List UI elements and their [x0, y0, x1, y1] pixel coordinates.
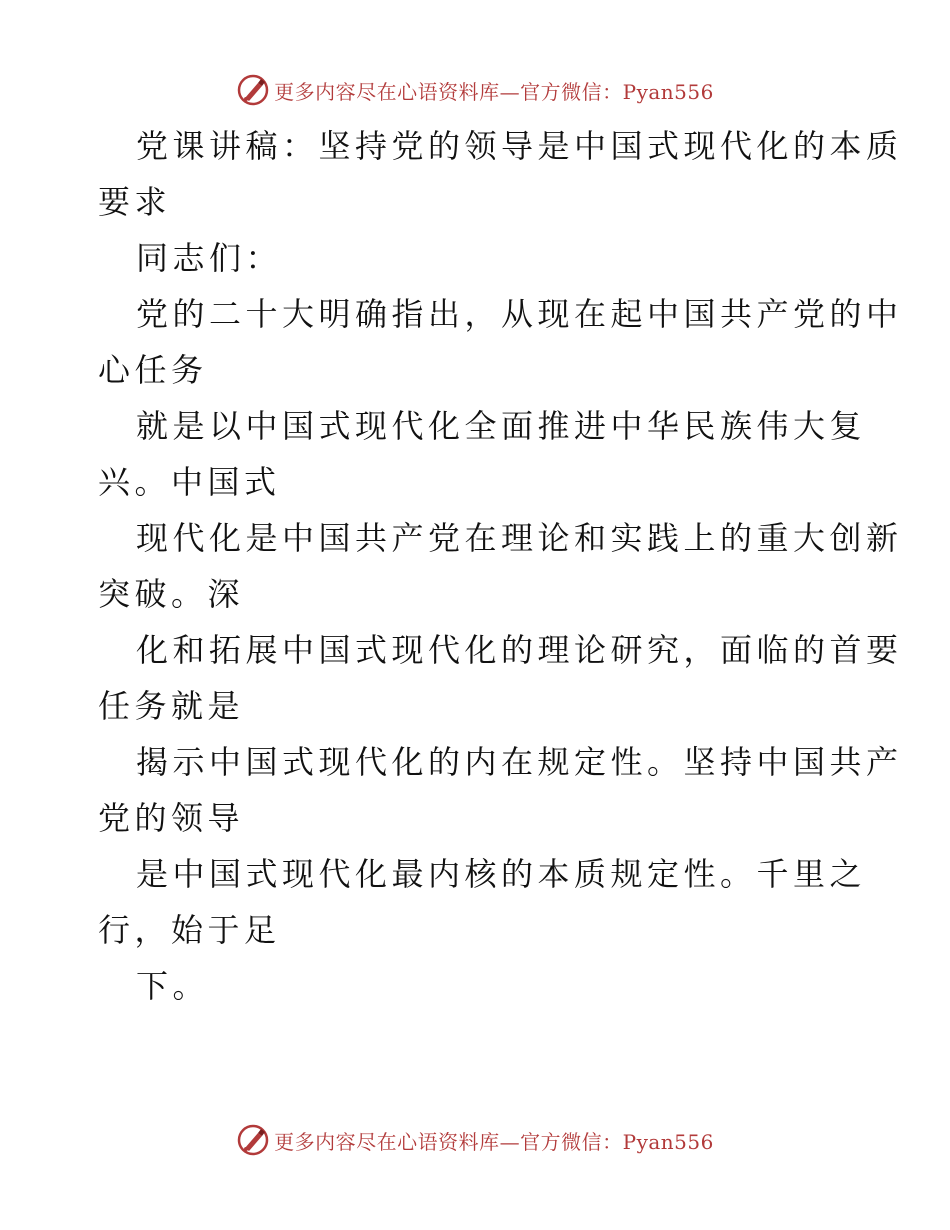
banner-text: 更多内容尽在心语资料库—官方微信：Pyan556: [274, 1129, 714, 1154]
body-line: 突破。深: [98, 575, 245, 613]
body-line: 就是以中国式现代化全面推进中华民族伟大复: [136, 407, 867, 445]
banner-text: 更多内容尽在心语资料库—官方微信：Pyan556: [274, 79, 714, 104]
body-line: 现代化是中国共产党在理论和实践上的重大创新: [136, 519, 903, 557]
title-line-1: 党课讲稿：坚持党的领导是中国式现代化的本质: [136, 127, 903, 165]
ink-pen-logo-icon: [236, 1123, 270, 1157]
salutation: 同志们：: [136, 239, 283, 277]
body-line: 党的二十大明确指出，从现在起中国共产党的中: [136, 295, 903, 333]
footer-banner: [0, 1120, 950, 1160]
ink-pen-logo-icon: [236, 73, 270, 107]
body-line: 任务就是: [98, 687, 245, 725]
body-line: 行，始于足: [98, 911, 281, 949]
body-line: 兴。中国式: [98, 463, 281, 501]
body-line: 心任务: [98, 351, 208, 389]
body-line: 党的领导: [98, 799, 245, 837]
title-line-2: 要求: [98, 183, 172, 221]
body-line: 化和拓展中国式现代化的理论研究，面临的首要: [136, 631, 903, 669]
document-body: [98, 118, 903, 1014]
body-line: 揭示中国式现代化的内在规定性。坚持中国共产: [136, 743, 903, 781]
body-line: 下。: [136, 967, 210, 1005]
body-line: 是中国式现代化最内核的本质规定性。千里之: [136, 855, 867, 893]
header-banner: [0, 70, 950, 110]
